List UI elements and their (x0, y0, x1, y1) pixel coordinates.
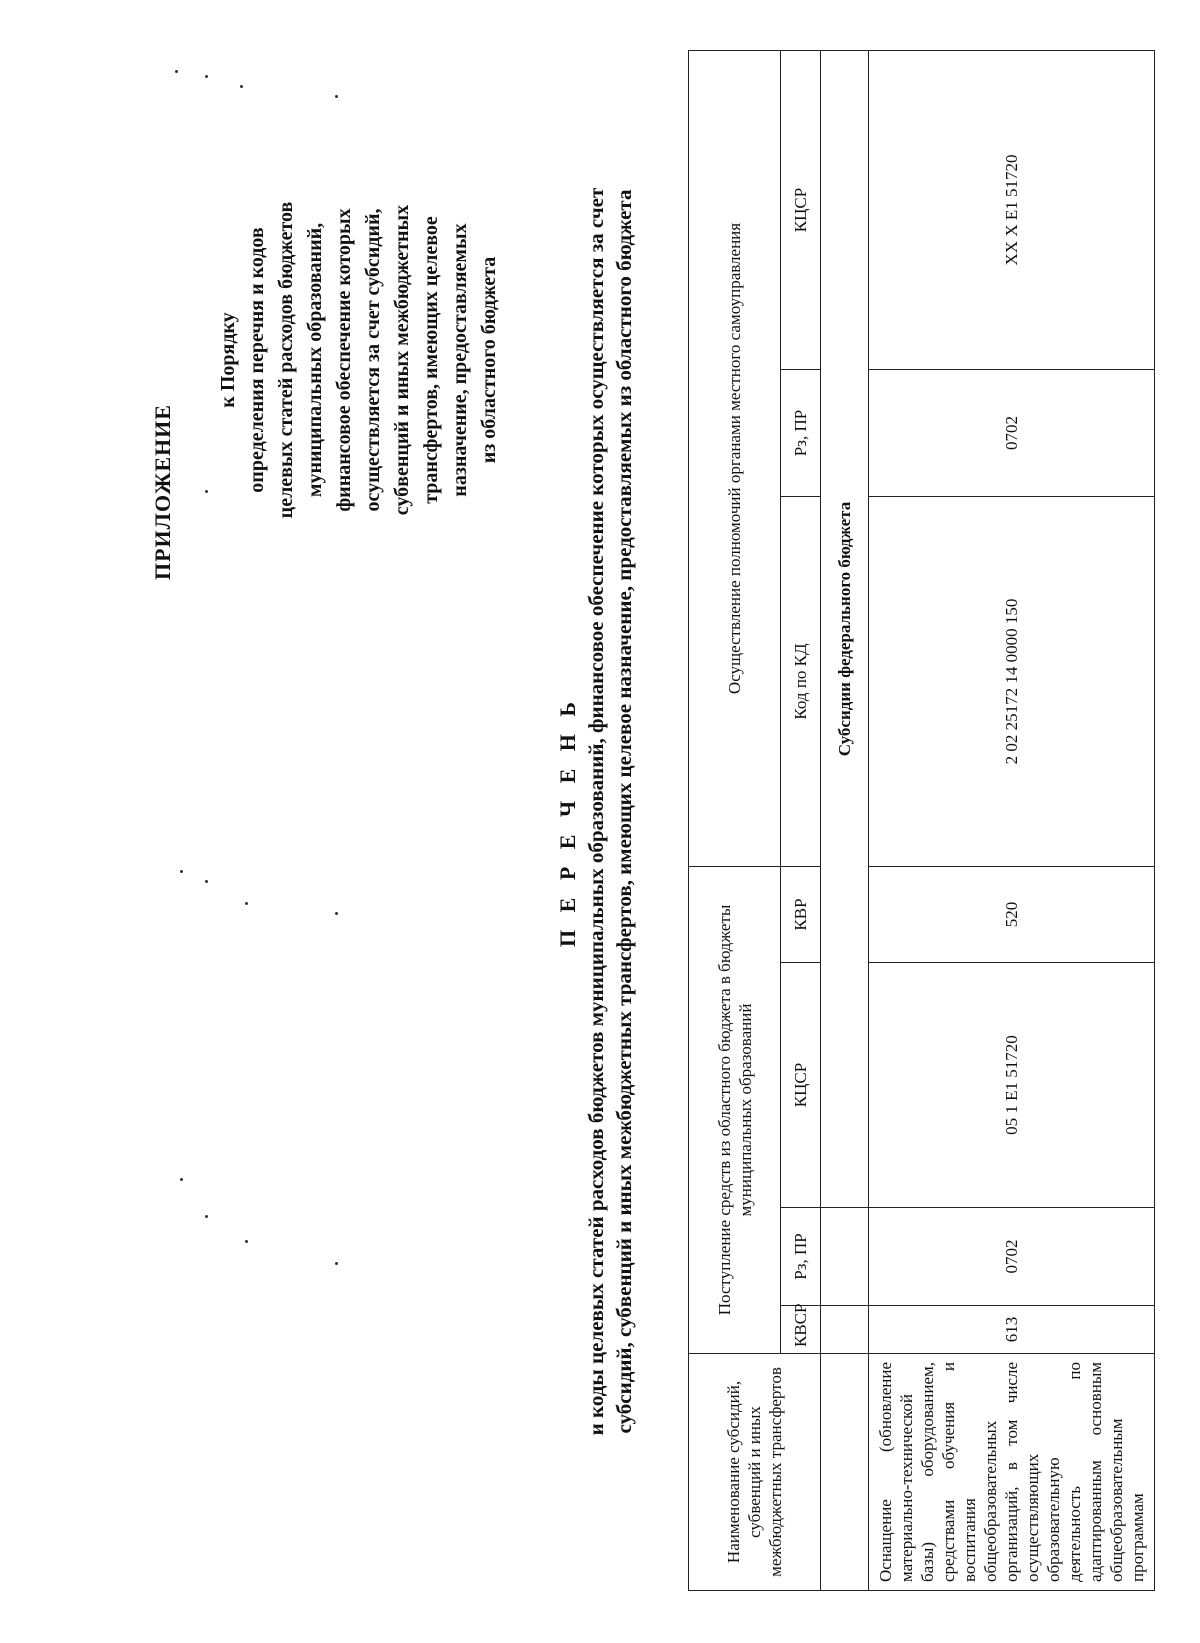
appendix-block (150, 80, 504, 640)
row-name: Оснащение (обновление материально-технической базы) оборудованием, средствами обучения и воспитания общеобразовательных организаций, в том числе осуществляющих образовательную деятельность по адаптированным основным общеобразовательным программам (869, 1354, 1155, 1591)
header-rzpr: Рз, ПР (781, 1208, 821, 1306)
header-kvsr: КВСР (781, 1306, 821, 1354)
row-kvr: 520 (869, 866, 1155, 962)
row-kcsr-exec: XX X E1 51720 (869, 50, 1155, 369)
header-kcsr: КЦСР (781, 963, 821, 1208)
appendix-line: целевых статей расходов бюджетов (275, 201, 297, 519)
appendix-title: ПРИЛОЖЕНИЕ (150, 404, 175, 580)
table-row (869, 50, 1155, 1590)
scan-speck (205, 1215, 208, 1218)
scan-speck (205, 75, 208, 78)
row-rzpr: 0702 (869, 1208, 1155, 1306)
section-blank-cell (821, 1306, 869, 1354)
list-title: П Е Р Е Ч Е Н Ь (555, 696, 580, 947)
scan-speck (335, 912, 338, 915)
list-subtitle (582, 40, 638, 1583)
scan-speck (245, 902, 248, 905)
scan-speck (180, 1178, 183, 1181)
scan-speck (245, 1240, 248, 1243)
header-kvr: КВР (781, 866, 821, 962)
list-subtitle-line: и коды целевых статей расходов бюджетов муниципальных образований, финансовое обеспечение которых осуществляется за счет (584, 187, 608, 1436)
section-blank-cell (821, 1354, 869, 1591)
codes-table (688, 50, 1155, 1591)
header-rzpr-exec: Рз, ПР (781, 369, 821, 496)
scan-speck (205, 880, 208, 883)
appendix-line: осуществляется за счет субсидий, (362, 208, 384, 512)
appendix-line: трансфертов, имеющих целевое (420, 216, 442, 504)
row-kcsr: 05 1 E1 51720 (869, 963, 1155, 1208)
appendix-line: из областного бюджета (478, 256, 500, 464)
scan-speck (335, 1262, 338, 1265)
row-rzpr-exec: 0702 (869, 369, 1155, 496)
section-blank-cell (821, 1208, 869, 1306)
section-title: Субсидии федерального бюджета (821, 50, 869, 1207)
appendix-line: субвенций и иных межбюджетных (391, 204, 413, 516)
row-kd: 2 02 25172 14 0000 150 (869, 496, 1155, 866)
scan-speck (175, 70, 178, 73)
scan-speck (180, 870, 183, 873)
row-kvsr: 613 (869, 1306, 1155, 1354)
header-kd: Код по КД (781, 496, 821, 866)
list-subtitle-line: субсидий, субвенций и иных межбюджетных трансфертов, имеющих целевое назначение, предоставляемых из областного бюджета (612, 189, 636, 1434)
appendix-line: муниципальных образований, (304, 222, 326, 498)
header-receipt-group: Поступление средств из областного бюджета в бюджеты муниципальных образований (689, 866, 781, 1353)
appendix-line: назначение, предоставляемых (449, 223, 471, 497)
header-kcsr-exec: КЦСР (781, 50, 821, 369)
appendix-line: определения перечня и кодов (246, 227, 268, 493)
appendix-line: к Порядку (217, 312, 239, 408)
header-exec-group: Осуществление полномочий органами местного самоуправления (689, 50, 781, 866)
appendix-line: финансовое обеспечение которых (333, 208, 355, 512)
header-name: Наименование субсидий, субвенций и иных межбюджетных трансфертов (689, 1354, 821, 1591)
